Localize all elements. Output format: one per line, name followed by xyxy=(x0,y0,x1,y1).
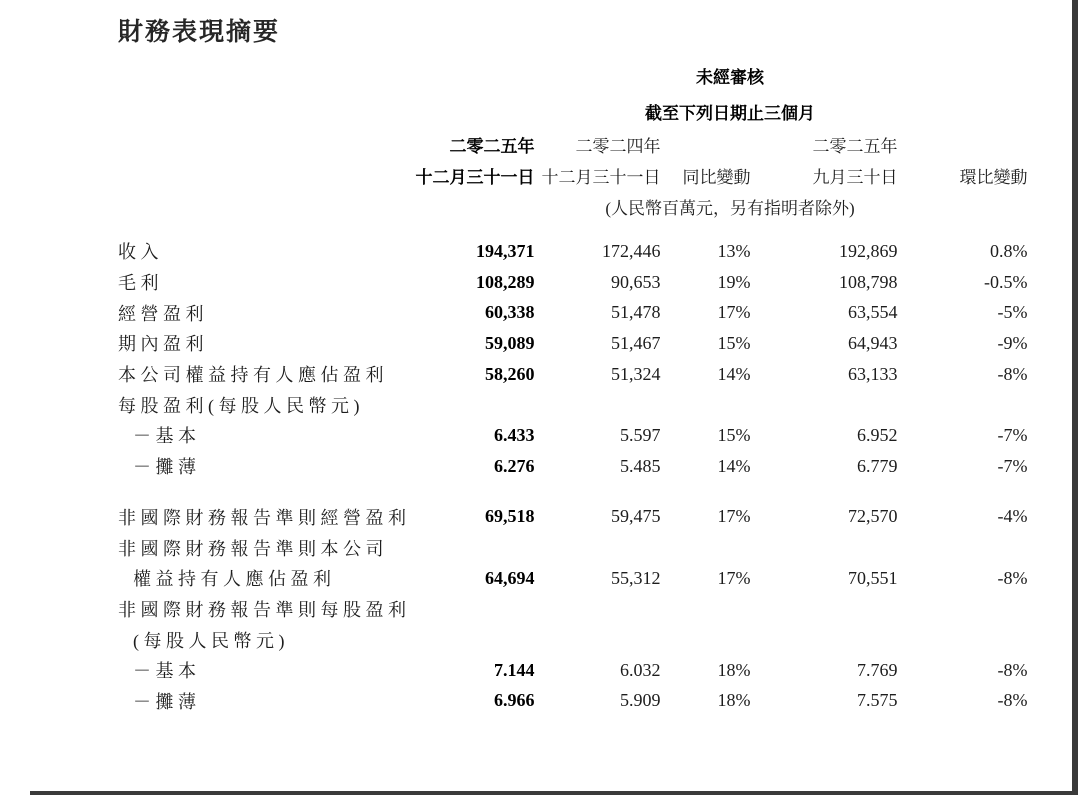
unaudited-row xyxy=(118,57,1028,93)
value-cell xyxy=(535,389,661,420)
column-label-yoy-change: 同比變動 xyxy=(682,168,751,187)
row-label: 本公司權益持有人應佔盈利 xyxy=(118,365,388,386)
value-cell xyxy=(535,532,661,563)
table-row xyxy=(118,389,1028,420)
value-cell: 55,312 xyxy=(611,567,661,588)
header-spacer-cell xyxy=(118,93,411,129)
value-cell: 72,570 xyxy=(848,506,898,527)
value-cell xyxy=(898,594,1028,625)
value-cell: -9% xyxy=(997,332,1028,353)
value-cell: -4% xyxy=(997,506,1028,527)
page-edge-right xyxy=(1072,0,1078,795)
period-header: 截至下列日期止三個月 xyxy=(645,103,815,123)
table-header xyxy=(118,57,1028,236)
table-row xyxy=(118,359,1028,390)
page-edge-bottom xyxy=(30,791,1072,795)
column-date-2025-sep: 九月三十日 xyxy=(812,168,898,187)
header-gap xyxy=(118,221,1028,236)
value-cell xyxy=(751,389,898,420)
date-header-row xyxy=(118,160,1028,191)
row-label: 收入 xyxy=(118,242,163,263)
value-cell: 108,798 xyxy=(839,271,898,292)
column-date-2024-dec: 十二月三十一日 xyxy=(541,168,661,187)
column-date-2025-dec: 十二月三十一日 xyxy=(415,168,535,187)
row-label: 期內盈利 xyxy=(118,334,208,355)
header-spacer-cell xyxy=(118,160,411,191)
value-cell: 6.966 xyxy=(494,690,535,711)
value-cell: -7% xyxy=(997,424,1028,445)
value-cell xyxy=(751,594,898,625)
value-cell: 7.575 xyxy=(857,690,898,711)
value-cell: 6.779 xyxy=(857,455,898,476)
value-cell: 58,260 xyxy=(485,363,535,384)
value-cell: 51,467 xyxy=(611,332,661,353)
value-cell xyxy=(535,594,661,625)
value-cell: 59,475 xyxy=(611,506,661,527)
value-cell: 192,869 xyxy=(839,240,898,261)
row-label: －攤薄 xyxy=(133,691,201,712)
value-cell: 19% xyxy=(717,271,751,292)
value-cell: 0.8% xyxy=(990,240,1028,261)
row-label: (每股人民幣元) xyxy=(133,630,289,651)
value-cell xyxy=(661,624,751,655)
value-cell: 5.909 xyxy=(620,690,661,711)
value-cell: 7.769 xyxy=(857,659,898,680)
value-cell: 6.433 xyxy=(494,424,535,445)
value-cell: -0.5% xyxy=(984,271,1028,292)
column-year-yoy xyxy=(661,129,751,160)
row-label: 非國際財務報告準則每股盈利 xyxy=(118,599,411,620)
column-year-2024-dec: 二零二四年 xyxy=(575,137,661,156)
value-cell: 18% xyxy=(717,690,751,711)
value-cell: 6.276 xyxy=(494,455,535,476)
financial-summary-table xyxy=(118,57,1028,716)
value-cell: 59,089 xyxy=(485,332,535,353)
row-label: 毛利 xyxy=(118,273,163,294)
value-cell: 7.144 xyxy=(494,659,535,680)
value-cell: 90,653 xyxy=(611,271,661,292)
value-cell xyxy=(661,532,751,563)
value-cell xyxy=(411,389,535,420)
value-cell: 13% xyxy=(717,240,751,261)
header-spacer-cell xyxy=(118,129,411,160)
value-cell: 6.032 xyxy=(620,659,661,680)
value-cell: 108,289 xyxy=(476,271,535,292)
year-header-row xyxy=(118,129,1028,160)
row-label: －基本 xyxy=(133,426,201,447)
table-row xyxy=(118,655,1028,686)
value-cell: 194,371 xyxy=(476,240,535,261)
value-cell: 51,324 xyxy=(611,363,661,384)
period-row xyxy=(118,93,1028,129)
value-cell: 5.485 xyxy=(620,455,661,476)
table-row xyxy=(118,532,1028,563)
header-spacer-cell xyxy=(118,191,411,221)
column-year-qoq xyxy=(898,129,1028,160)
table-row xyxy=(118,420,1028,451)
unit-note-row xyxy=(118,191,1028,221)
header-spacer-cell xyxy=(118,57,411,93)
table-row xyxy=(118,297,1028,328)
value-cell xyxy=(411,624,535,655)
value-cell: 64,694 xyxy=(485,567,535,588)
table-row xyxy=(118,328,1028,359)
unit-note: (人民幣百萬元，另有指明者除外) xyxy=(605,198,855,218)
row-label: －基本 xyxy=(133,661,201,682)
table-row xyxy=(118,236,1028,267)
value-cell: -7% xyxy=(997,455,1028,476)
value-cell: 70,551 xyxy=(848,567,898,588)
value-cell: 14% xyxy=(717,363,751,384)
value-cell: 172,446 xyxy=(602,240,661,261)
value-cell: 6.952 xyxy=(857,424,898,445)
table-row xyxy=(118,686,1028,717)
value-cell: -5% xyxy=(997,302,1028,323)
value-cell: 63,133 xyxy=(848,363,898,384)
value-cell xyxy=(898,389,1028,420)
value-cell xyxy=(661,389,751,420)
value-cell: 69,518 xyxy=(485,506,535,527)
value-cell: -8% xyxy=(997,567,1028,588)
table-row xyxy=(118,451,1028,482)
value-cell xyxy=(661,594,751,625)
value-cell: 64,943 xyxy=(848,332,898,353)
value-cell: 17% xyxy=(717,302,751,323)
value-cell xyxy=(535,624,661,655)
table-row xyxy=(118,267,1028,298)
column-year-2025-dec: 二零二五年 xyxy=(449,137,535,156)
value-cell: -8% xyxy=(997,659,1028,680)
value-cell xyxy=(751,624,898,655)
row-label: 非國際財務報告準則經營盈利 xyxy=(118,507,411,528)
value-cell: 15% xyxy=(717,332,751,353)
row-gap xyxy=(118,482,1028,502)
table-row xyxy=(118,594,1028,625)
value-cell xyxy=(411,594,535,625)
value-cell: 51,478 xyxy=(611,302,661,323)
column-label-qoq-change: 環比變動 xyxy=(959,168,1028,187)
value-cell xyxy=(751,532,898,563)
value-cell: 15% xyxy=(717,424,751,445)
value-cell: 63,554 xyxy=(848,302,898,323)
table-row xyxy=(118,624,1028,655)
value-cell: 17% xyxy=(717,567,751,588)
row-label: －攤薄 xyxy=(133,457,201,478)
row-label: 非國際財務報告準則本公司 xyxy=(118,538,388,559)
value-cell: 5.597 xyxy=(620,424,661,445)
row-label: 權益持有人應佔盈利 xyxy=(133,569,336,590)
value-cell xyxy=(411,532,535,563)
row-label: 經營盈利 xyxy=(118,303,208,324)
row-label: 每股盈利(每股人民幣元) xyxy=(118,395,364,416)
value-cell: 17% xyxy=(717,506,751,527)
value-cell: -8% xyxy=(997,363,1028,384)
table-row xyxy=(118,502,1028,533)
value-cell xyxy=(898,624,1028,655)
value-cell: -8% xyxy=(997,690,1028,711)
table-body xyxy=(118,236,1028,716)
value-cell xyxy=(898,532,1028,563)
page-title: 財務表現摘要 xyxy=(118,19,281,46)
value-cell: 14% xyxy=(717,455,751,476)
column-year-2025-sep: 二零二五年 xyxy=(812,137,898,156)
value-cell: 60,338 xyxy=(485,302,535,323)
table-row xyxy=(118,563,1028,594)
value-cell: 18% xyxy=(717,659,751,680)
unaudited-header: 未經審核 xyxy=(696,67,764,87)
